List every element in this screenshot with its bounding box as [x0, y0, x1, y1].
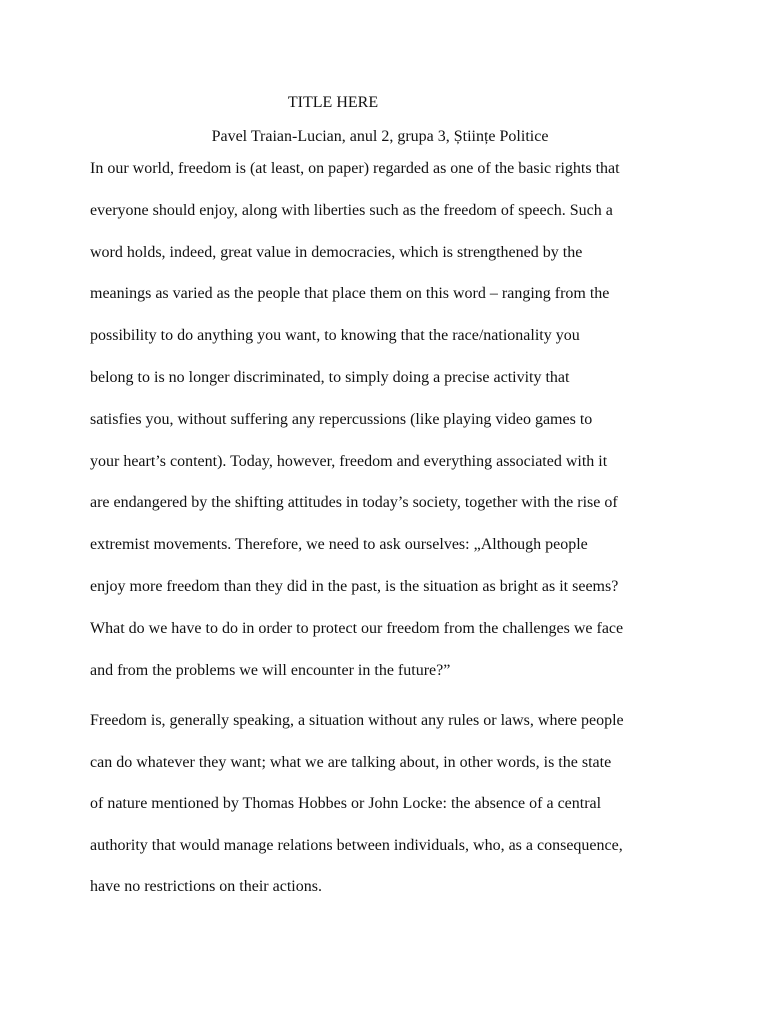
text-line: and from the problems we will encounter in the future?”	[90, 661, 451, 679]
text-line: belong to is no longer discriminated, to simply doing a precise activity that	[90, 368, 570, 386]
text-line: are endangered by the shifting attitudes in today’s society, together with the rise of	[90, 494, 618, 512]
text-line: your heart’s content). Today, however, freedom and everything associated with it	[90, 452, 608, 470]
author-line: Pavel Traian-Lucian, anul 2, grupa 3, Științe Politice	[211, 128, 549, 145]
text-line: What do we have to do in order to protect our freedom from the challenges we face	[90, 619, 624, 637]
text-line: everyone should enjoy, along with liberties such as the freedom of speech. Such a	[90, 201, 613, 219]
text-line: extremist movements. Therefore, we need to ask ourselves: „Although people	[90, 536, 588, 554]
text-line: of nature mentioned by Thomas Hobbes or John Locke: the absence of a central	[90, 795, 602, 812]
text-line: authority that would manage relations between individuals, who, as a consequence,	[90, 836, 623, 854]
text-line: possibility to do anything you want, to knowing that the race/nationality you	[90, 327, 580, 345]
text-line: Freedom is, generally speaking, a situation without any rules or laws, where people	[90, 712, 624, 729]
document-title: TITLE HERE	[287, 94, 379, 111]
paragraph-2	[90, 710, 690, 918]
text-line: satisfies you, without suffering any repercussions (like playing video games to	[90, 410, 593, 428]
text-line: enjoy more freedom than they did in the past, is the situation as bright as it seems?	[90, 577, 619, 595]
text-line: In our world, freedom is (at least, on paper) regarded as one of the basic rights that	[90, 160, 620, 177]
paragraph-1	[90, 158, 690, 701]
text-line: can do whatever they want; what we are talking about, in other words, is the state	[90, 753, 612, 771]
text-line: meanings as varied as the people that place them on this word – ranging from the	[90, 285, 610, 303]
text-line: word holds, indeed, great value in democracies, which is strengthened by the	[90, 243, 583, 261]
text-line: have no restrictions on their actions.	[90, 878, 322, 895]
